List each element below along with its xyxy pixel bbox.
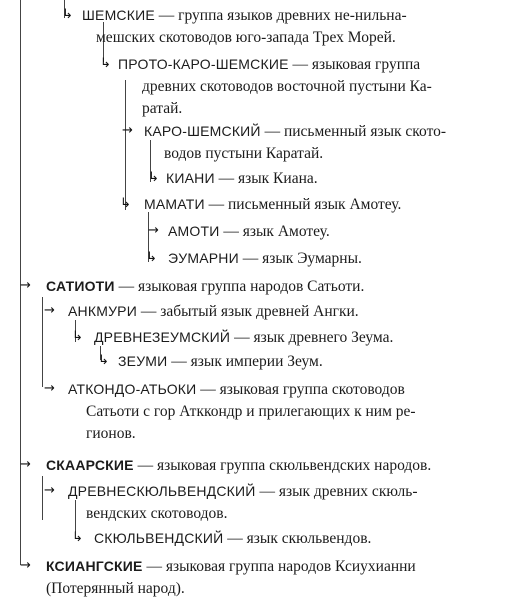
list-item [150,167,490,190]
list-item [122,120,506,165]
entry-desc: — язык скюльвендов. [223,530,372,547]
list-item [148,220,488,243]
entry-term: АМОТИ [168,223,220,239]
entry-desc: — язык империи Зеум. [167,353,323,370]
list-item [148,247,488,270]
list-item [72,527,492,550]
entry-term: АТКОНДО-АТЬОКИ [68,381,197,397]
arrow-icon: → [20,558,31,573]
entry-continuation: водов пустыни Каратай. [164,145,324,162]
arrow-icon: → [44,303,55,318]
entry-continuation: Сатьоти с гор Атккондр и прилегающих к ним ре- [86,403,416,420]
arrow-icon: → [148,223,159,238]
entry-term: ЗЕУМИ [118,353,168,369]
entry-desc: — языковая группа народов Ксиухианни [142,558,416,575]
entry-term: СКЮЛЬВЕНДСКИЙ [94,530,224,546]
list-item [100,53,504,120]
entry-term: СКААРСКИЕ [46,457,134,473]
arrow-icon: ↳ [98,353,109,368]
list-item [98,350,498,373]
entry-desc: — письменный язык ското- [260,123,447,140]
entry-desc: — письменный язык Амотеу. [204,196,402,213]
arrow-icon: ↳ [146,250,157,265]
arrow-icon: ↳ [62,7,73,22]
list-item [44,480,506,525]
entry-continuation: вендских скотоводов. [86,505,228,522]
entry-continuation: гионов. [86,425,136,442]
entry-term: ДРЕВНЕЗЕУМСКИЙ [94,329,231,345]
arrow-icon: ↳ [72,329,83,344]
list-item [62,4,506,49]
entry-term: ШЕМСКИЕ [82,7,155,23]
list-item [22,454,506,477]
list-item [22,555,506,600]
list-item [44,378,506,445]
arrow-icon: ↳ [72,530,83,545]
entry-desc: — языковая группа скотоводов [196,381,405,398]
entry-desc: — язык Эумарны. [238,250,362,267]
entry-continuation: (Потерянный народ). [46,580,185,597]
entry-term: ПРОТО-КАРО-ШЕМСКИЕ [118,56,289,72]
entry-term: КИАНИ [166,170,215,186]
entry-continuation: мешских скотоводов юго-запада Трех Морей. [96,29,396,46]
tree-line-root [20,0,21,285]
list-item [122,193,502,216]
entry-desc: — язык Амотеу. [219,223,330,240]
list-item [22,275,502,298]
entry-term: ДРЕВНЕСКЮЛЬВЕНДСКИЙ [68,483,256,499]
entry-term: МАМАТИ [144,196,205,212]
entry-term: ЭУМАРНИ [168,250,239,266]
entry-term: КСИАНГСКИЕ [46,558,143,574]
entry-desc: — языковая группа народов Сатьоти. [114,278,365,295]
arrow-icon: → [122,123,133,138]
arrow-icon: → [44,381,55,396]
entry-desc: — группа языков древних не-нильна- [154,7,407,24]
arrow-icon: ↳ [100,56,111,71]
entry-desc: — забытый язык древней Ангки. [136,303,359,320]
entry-term: АНКМУРИ [68,303,137,319]
entry-term: САТИОТИ [46,278,115,294]
arrow-icon: ↳ [120,196,131,211]
entry-desc: — языковая группа [288,56,421,73]
arrow-icon: ↳ [148,170,159,185]
entry-desc: — языковая группа скюльвендских народов. [133,457,432,474]
arrow-icon: → [20,278,31,293]
entry-desc: — язык древних скюль- [255,483,418,500]
entry-desc: — язык древнего Зеума. [230,329,394,346]
entry-continuation: ратай. [142,100,183,117]
list-item [72,326,502,349]
arrow-icon: → [20,457,31,472]
entry-continuation: древних скотоводов восточной пустыни Ка- [142,78,432,95]
entry-desc: — язык Киана. [214,170,318,187]
list-item [44,300,504,323]
tree-line-root-lower [20,285,21,565]
arrow-icon: → [44,483,55,498]
entry-term: КАРО-ШЕМСКИЙ [144,123,261,139]
